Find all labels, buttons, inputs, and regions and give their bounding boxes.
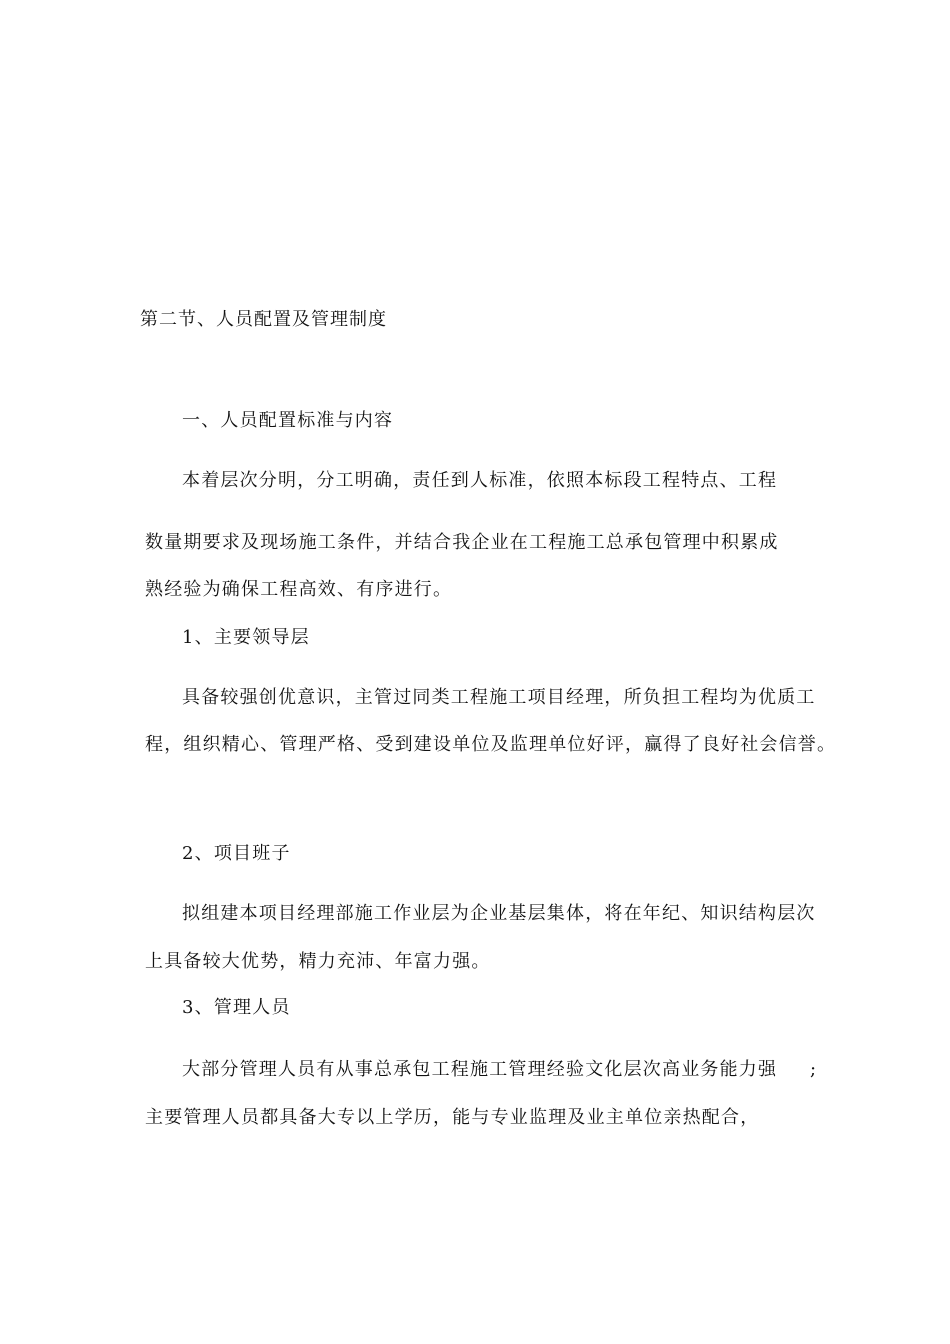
heading-staffing-standards: 一、人员配置标准与内容 [182, 410, 394, 431]
heading-management-staff: 3、管理人员 [182, 997, 291, 1018]
paragraph-3-line-1: 拟组建本项目经理部施工作业层为企业基层集体，将在年纪、知识结构层次 [182, 903, 816, 924]
paragraph-3-line-2: 上具备较大优势，精力充沛、年富力强。 [145, 951, 491, 972]
paragraph-4-semicolon: ; [810, 1059, 818, 1080]
paragraph-1-line-1: 本着层次分明，分工明确，责任到人标准，依照本标段工程特点、工程 [182, 470, 778, 491]
paragraph-1-line-2: 数量期要求及现场施工条件，并结合我企业在工程施工总承包管理中积累成 [145, 532, 779, 553]
paragraph-4-line-2: 主要管理人员都具备大专以上学历，能与专业监理及业主单位亲热配合， [145, 1107, 760, 1128]
heading-leadership: 1、主要领导层 [182, 627, 310, 648]
paragraph-2-line-2: 程，组织精心、管理严格、受到建设单位及监理单位好评，赢得了良好社会信誉。 [145, 734, 837, 755]
paragraph-2-line-1: 具备较强创优意识，主管过同类工程施工项目经理，所负担工程均为优质工 [182, 687, 816, 708]
paragraph-4-line-1: 大部分管理人员有从事总承包工程施工管理经验文化层次高业务能力强 [182, 1059, 778, 1080]
heading-project-team: 2、项目班子 [182, 843, 291, 864]
section-title: 第二节、人员配置及管理制度 [140, 309, 387, 330]
paragraph-1-line-3: 熟经验为确保工程高效、有序进行。 [145, 579, 453, 600]
